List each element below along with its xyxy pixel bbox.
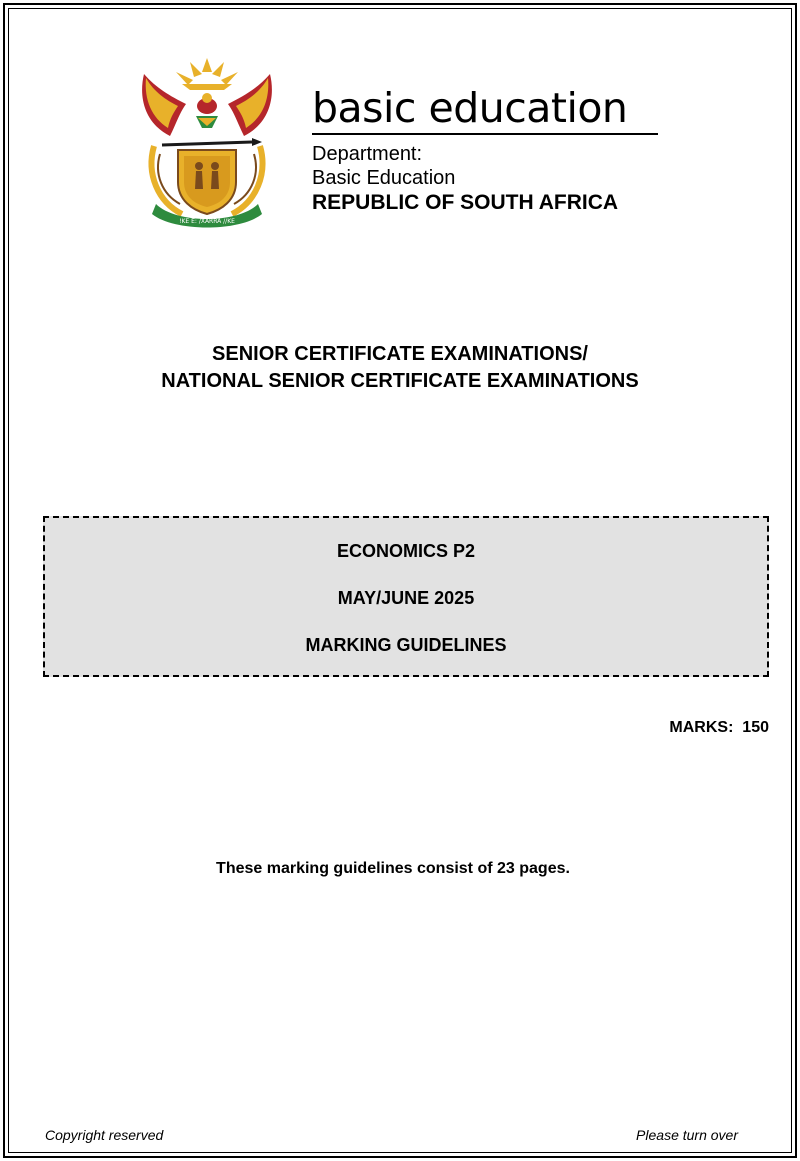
total-marks: MARKS: 150 (669, 719, 769, 736)
exam-title-line1: SENIOR CERTIFICATE EXAMINATIONS/ (212, 343, 588, 365)
brand-wordmark: basic education (312, 84, 628, 132)
footer-copyright: Copyright reserved (45, 1127, 164, 1143)
department-header (312, 84, 660, 216)
crest-motto: !KE E: /XARRA //KE (179, 218, 235, 225)
footer-turn-over: Please turn over (636, 1127, 738, 1143)
subject-box (43, 516, 769, 677)
exam-title (0, 341, 800, 395)
exam-title-line2: NATIONAL SENIOR CERTIFICATE EXAMINATIONS (161, 370, 639, 392)
sun-rays (176, 58, 238, 90)
department-name: Basic Education (312, 167, 456, 189)
coat-of-arms-icon (136, 54, 278, 230)
page-count-note: These marking guidelines consist of 23 pages. (216, 860, 570, 877)
brand-rule (312, 133, 658, 135)
country-name: REPUBLIC OF SOUTH AFRICA (312, 191, 619, 214)
subject-session: MAY/JUNE 2025 (337, 588, 475, 608)
subject-paper: ECONOMICS P2 (336, 541, 476, 561)
subject-document-type: MARKING GUIDELINES (305, 635, 507, 655)
department-label: Department: (312, 143, 423, 165)
